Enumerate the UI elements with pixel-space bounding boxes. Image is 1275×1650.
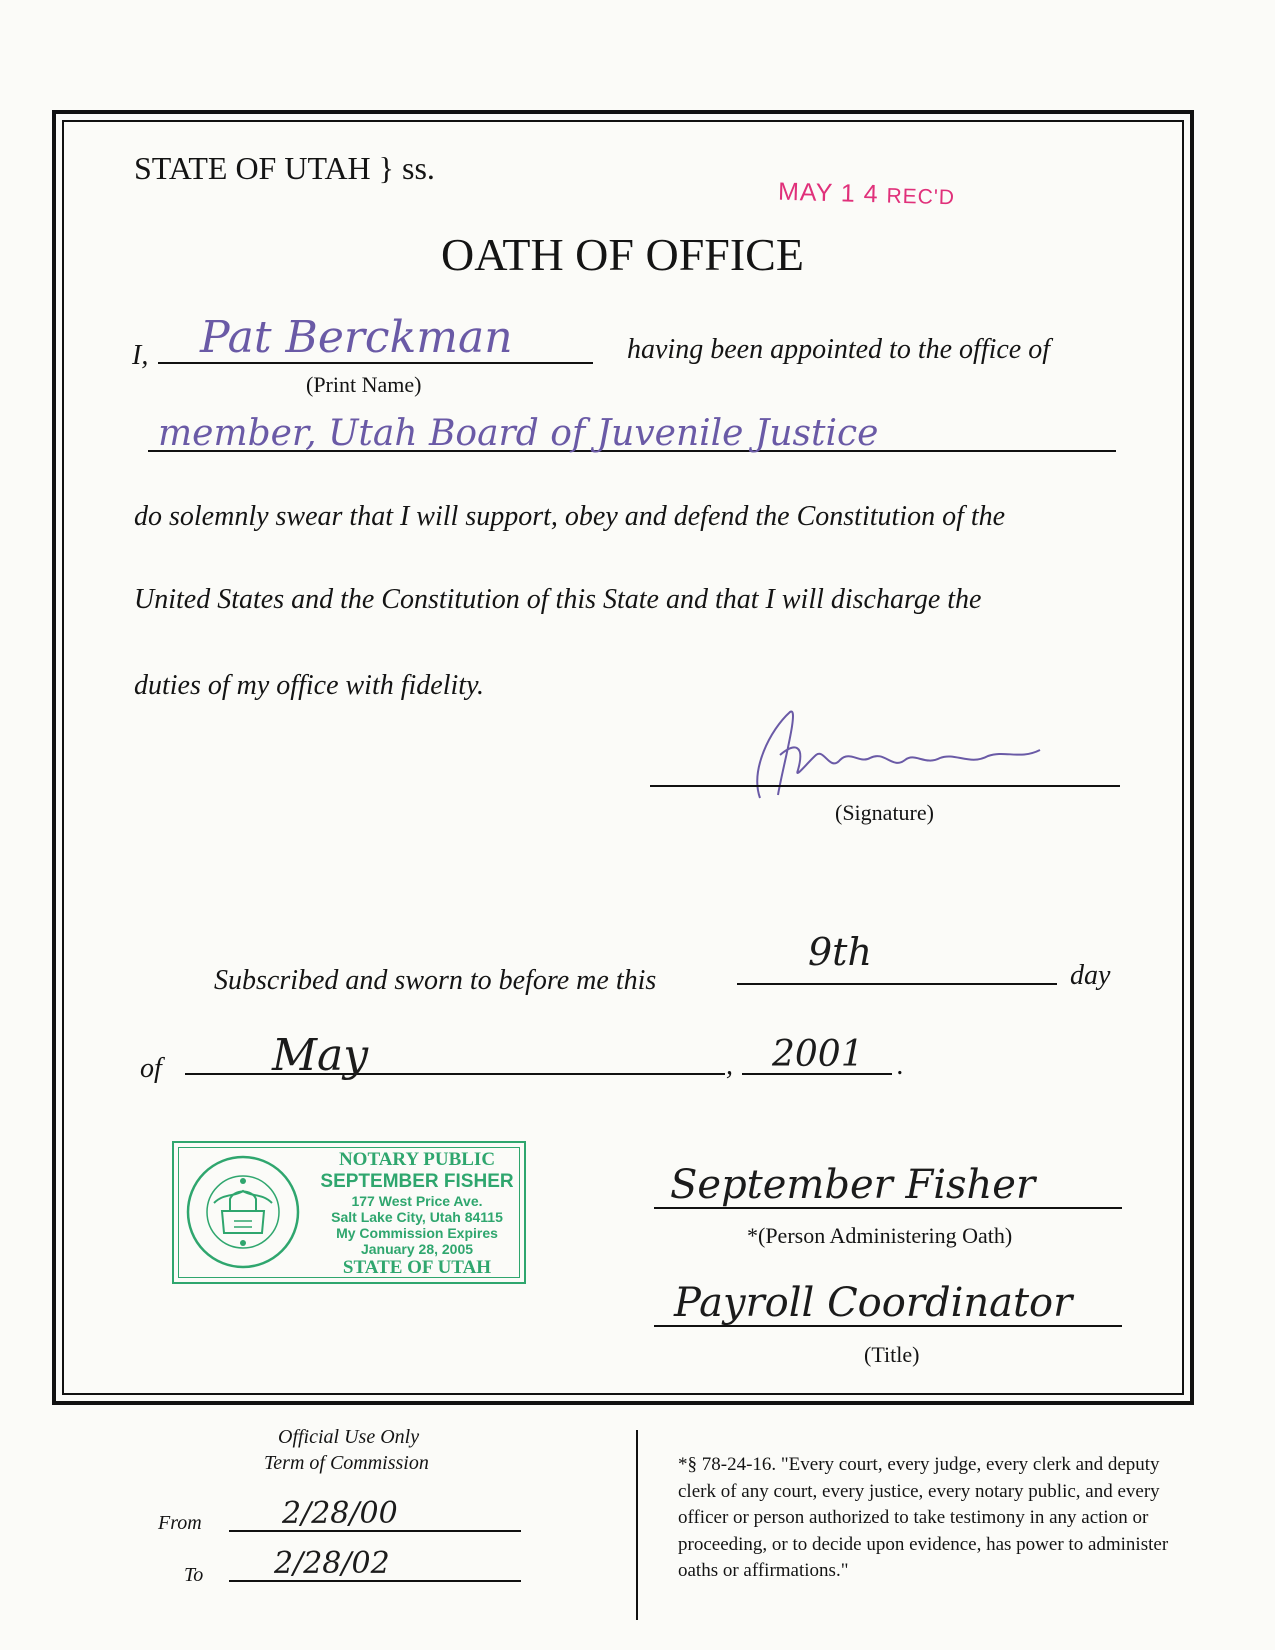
year-handwritten: 2001: [772, 1034, 864, 1075]
received-stamp: [778, 178, 956, 212]
utah-state-seal-icon: [184, 1153, 302, 1271]
day-handwritten: 9th: [808, 930, 872, 974]
statute-footnote: *§ 78-24-16. "Every court, every judge, every clerk and deputy clerk of any court, every justice, every notary public, and every officer or person authorized to take testimony in any action or proceeding, or to decide upon evidence, has power to administer oaths or affirmations.": [678, 1454, 1169, 1582]
title-handwritten: Payroll Coordinator: [674, 1280, 1073, 1326]
notary-stamp: [172, 1141, 526, 1284]
to-label: To: [184, 1564, 204, 1586]
document-title: OATH OF OFFICE: [441, 229, 804, 280]
notary-stamp-text: [314, 1149, 520, 1279]
official-use-heading: Official Use Only: [278, 1426, 420, 1448]
of-word: of: [140, 1053, 162, 1084]
footer-divider: [636, 1430, 638, 1620]
printed-name-handwritten: Pat Berckman: [200, 312, 513, 363]
year-period: .: [897, 1050, 904, 1081]
notary-line-4: Salt Lake City, Utah 84115: [331, 1208, 503, 1225]
notary-line-3: 177 West Price Ave.: [351, 1192, 483, 1209]
oath-paragraph-line-3: duties of my office with fidelity.: [134, 670, 484, 701]
title-caption: (Title): [864, 1342, 920, 1367]
day-line: [737, 983, 1057, 985]
month-line: [185, 1073, 725, 1075]
from-value-handwritten: 2/28/00: [282, 1496, 398, 1531]
signature-caption: (Signature): [835, 800, 934, 825]
notary-line-5: My Commission Expires: [336, 1224, 498, 1241]
appointed-text: having been appointed to the office of: [627, 334, 1051, 365]
sworn-intro: Subscribed and sworn to before me this: [214, 965, 657, 996]
received-stamp-month: MAY: [777, 177, 834, 208]
print-name-caption: (Print Name): [306, 372, 422, 397]
notary-line-7: STATE OF UTAH: [342, 1257, 492, 1279]
oath-paragraph-line-1: do solemnly swear that I will support, obey and defend the Constitution of the: [134, 501, 1006, 532]
oath-taker-signature: [720, 700, 1060, 815]
title-line: [654, 1325, 1122, 1327]
oath-paragraph-line-2: United States and the Constitution of this State and that I will discharge the: [134, 584, 982, 615]
i-prefix: I,: [132, 340, 149, 371]
office-handwritten: member, Utah Board of Juvenile Justice: [158, 413, 879, 454]
to-value-handwritten: 2/28/02: [274, 1546, 390, 1581]
administrator-line: [654, 1207, 1122, 1209]
notary-line-1: NOTARY PUBLIC: [338, 1149, 496, 1170]
term-of-commission-heading: Term of Commission: [264, 1452, 429, 1474]
received-stamp-day: 1 4: [840, 179, 879, 209]
from-label: From: [158, 1512, 202, 1534]
state-venue-line: STATE OF UTAH } ss.: [134, 150, 435, 186]
signature-line: [650, 785, 1120, 787]
month-handwritten: May: [272, 1030, 369, 1081]
month-comma: ,: [726, 1050, 733, 1081]
administrator-caption: *(Person Administering Oath): [747, 1223, 1013, 1248]
notary-line-2: SEPTEMBER FISHER: [320, 1170, 514, 1192]
received-stamp-suffix: REC'D: [886, 184, 956, 210]
day-word: day: [1070, 960, 1111, 991]
notary-line-6: January 28, 2005: [360, 1240, 474, 1257]
administrator-handwritten: September Fisher: [670, 1162, 1036, 1208]
